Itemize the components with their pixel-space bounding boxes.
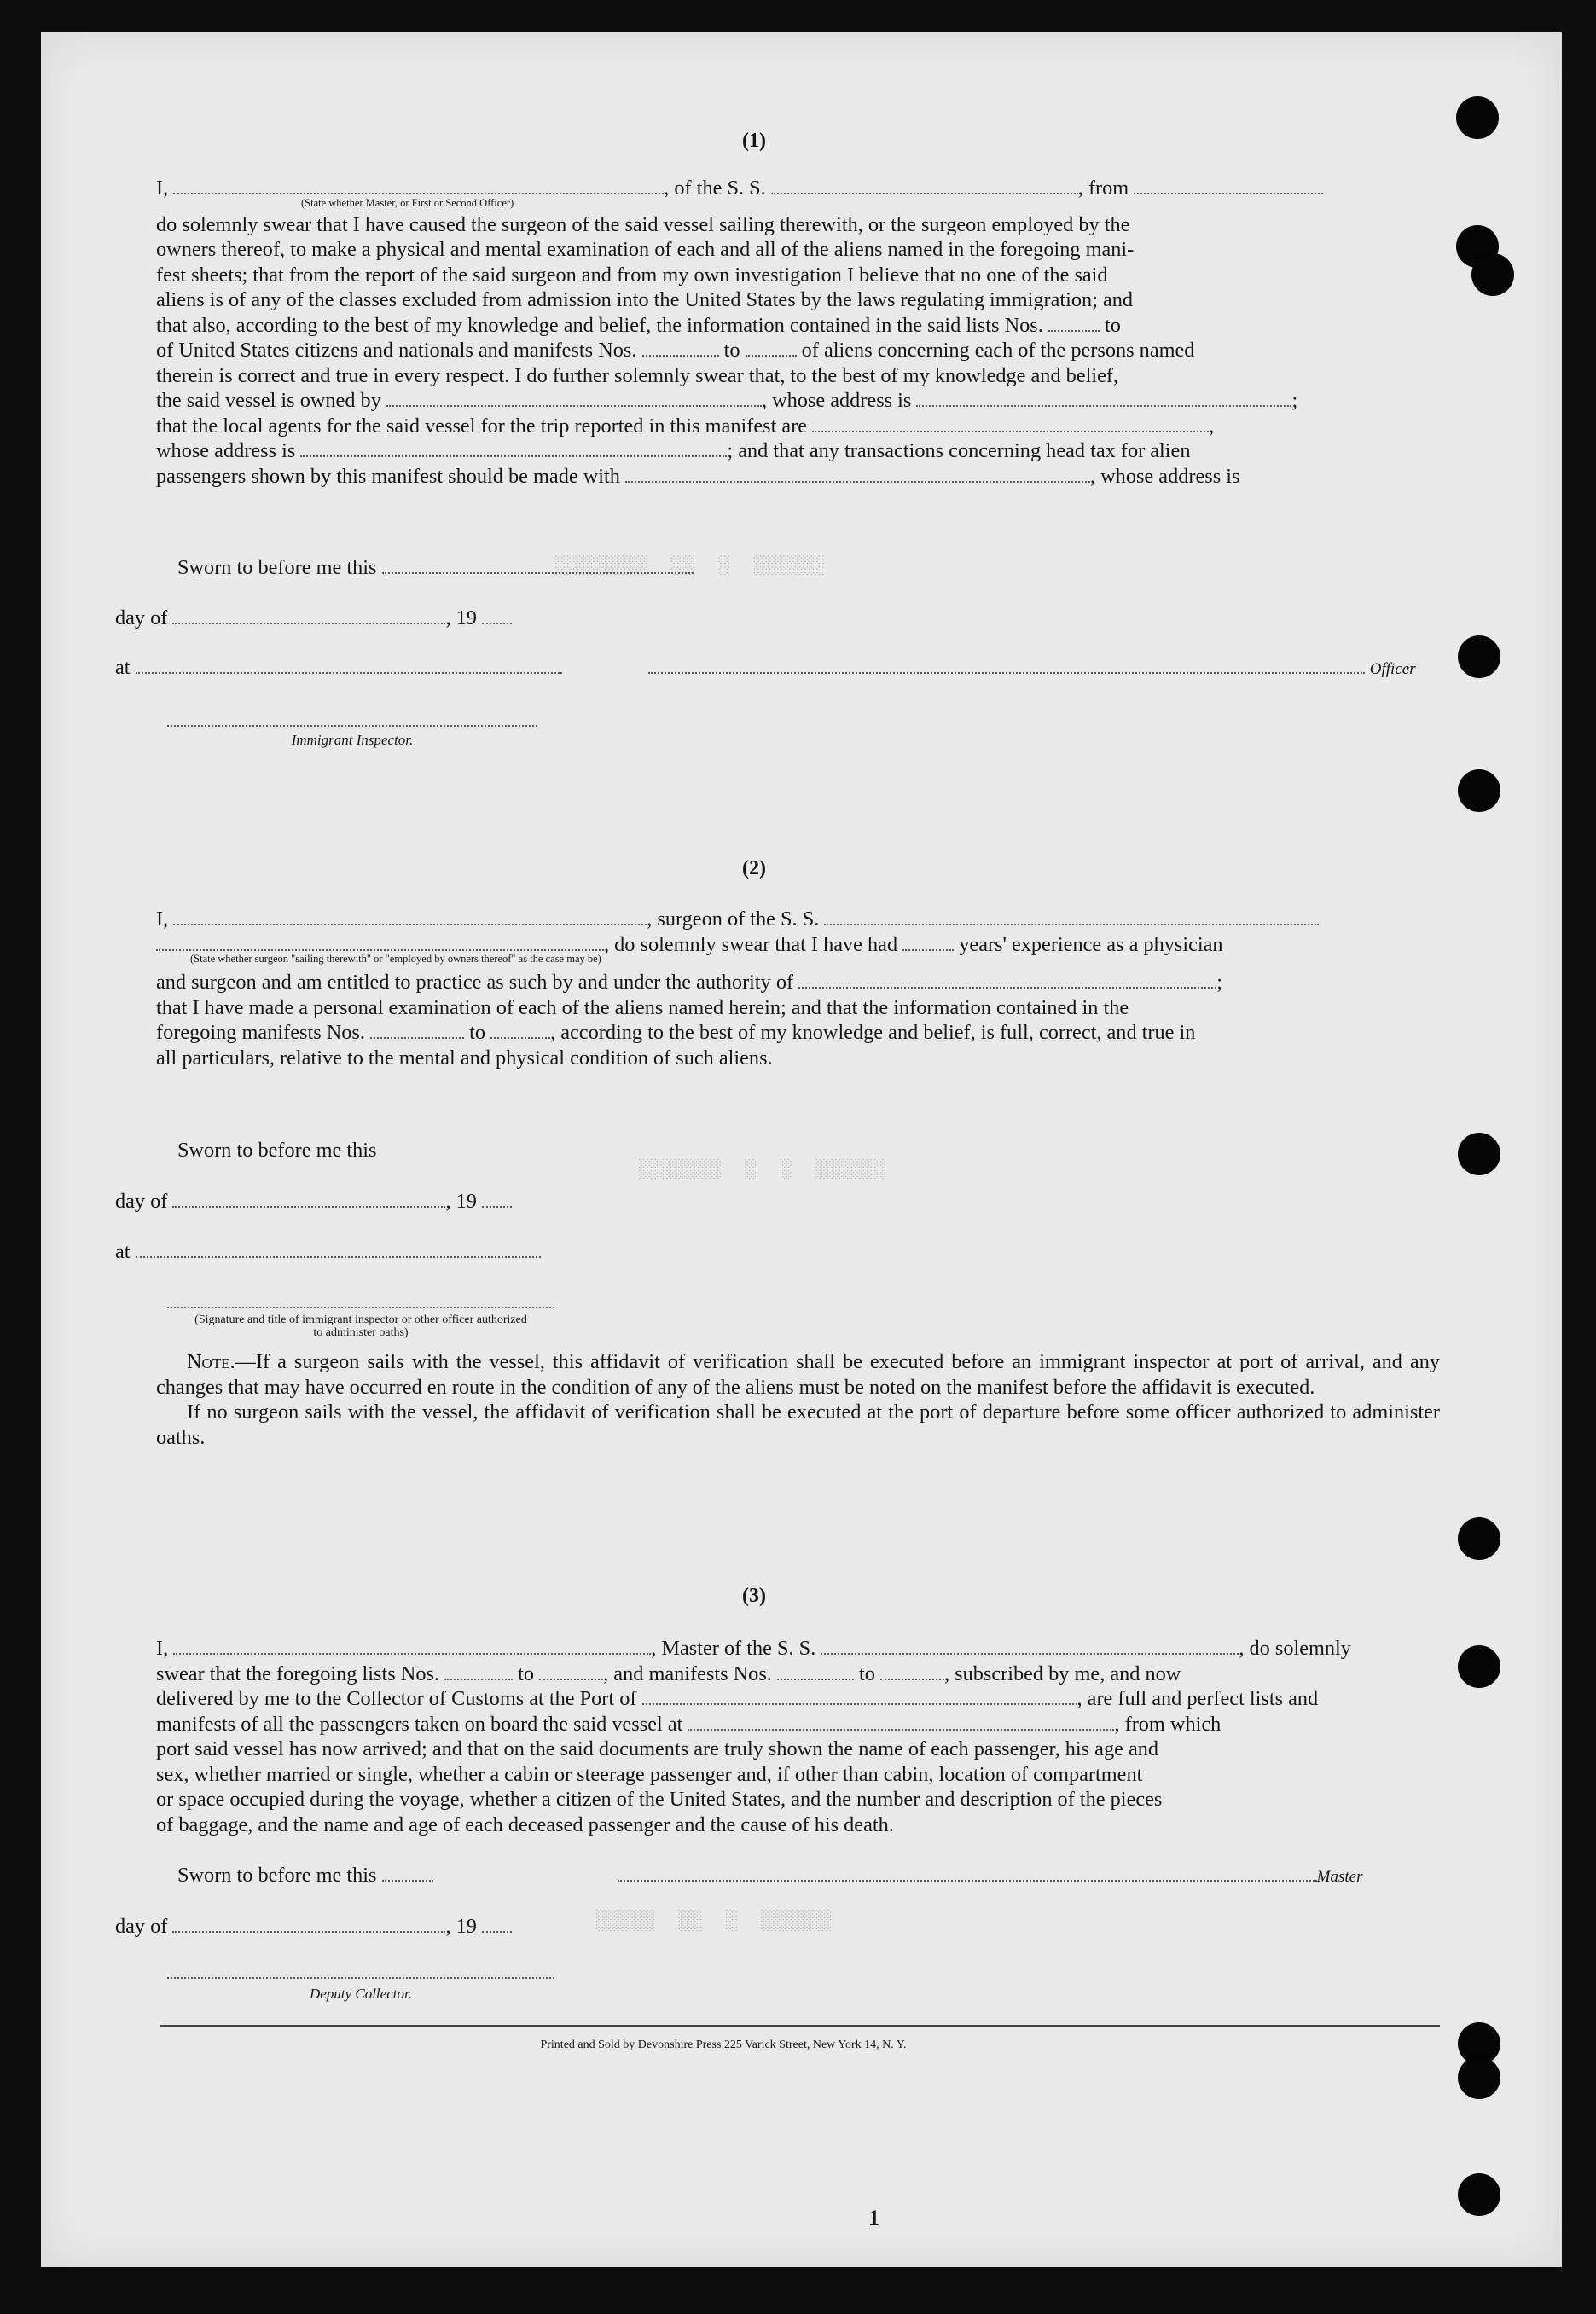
footer-rule [160,2025,1440,2027]
manifest-no-blank [777,1678,854,1680]
note-paragraph-1: —If a surgeon sails with the vessel, this affidavit of verification shall be executed before an immigrant inspector at port of arrival, and any changes that may have occurred en route in the condition of any of the aliens must be noted on the manifest before the affidavit is executed. [156,1350,1440,1399]
a3-day-line [115,1914,1399,1940]
a1-body-line: that also, according to the best of my knowledge and belief, the information contained in the said lists Nos. [156,313,1043,337]
master-signature-blank [618,1879,1317,1882]
year-blank [482,622,512,624]
manifest-no-blank [642,354,719,357]
a1-of-ss: , of the S. S. [664,177,766,200]
note-paragraph-2: If no surgeon sails with the vessel, the affidavit of verification shall be executed at the port of departure before some officer authorized to administer oaths. [156,1401,1440,1449]
inspector-signature-line [167,1307,554,1308]
manifest-page [41,32,1562,2267]
a2-i: I, [156,908,169,931]
surgeon-name-blank [173,923,647,925]
a3-master: Master [1316,1868,1363,1886]
a1-i: I, [156,177,169,200]
deputy-collector-caption: Deputy Collector. [310,1986,412,2002]
punch-hole [1458,1517,1500,1560]
manifest-no-blank [746,354,797,357]
surgeon-note: (State whether surgeon "sailing therewith" or "employed by owners thereof" as the case may be) [190,953,601,965]
a3-sworn-line [139,1863,1453,1890]
sworn-day-blank [382,571,694,574]
day-blank [172,1205,445,1208]
affidavit1-heading: (1) [742,130,766,152]
a3-to: to [518,1662,535,1685]
punch-hole [1458,1645,1500,1688]
manifest-no-blank [490,1036,550,1039]
year-blank [482,1205,512,1208]
a1-body-line: whose address is [156,439,296,462]
a3-day-of: day of [115,1915,168,1938]
punch-hole [1458,1133,1500,1175]
punch-hole [1458,2056,1500,2099]
agents-blank [812,430,1209,432]
punch-hole [1458,635,1500,678]
a3-year: , 19 [445,1915,477,1938]
a3-body-line: , from which [1114,1712,1222,1736]
a1-body-line: do solemnly swear that I have caused the surgeon of the said vessel sailing therewith, or the surgeon employed by the [156,212,1130,236]
a1-body-line: fest sheets; that from the report of the said surgeon and from my own investigation I believe that no one of the said [156,263,1108,287]
a1-body-line: of United States citizens and nationals and manifests Nos. [156,339,637,362]
a1-body-line: aliens is of any of the classes excluded from admission into the United States by the laws regulating immigration; and [156,288,1134,311]
note-label: Note. [187,1350,235,1373]
agents-address-blank [300,455,727,457]
a2-at-line [115,1239,1399,1265]
a1-sworn-line [139,555,1423,581]
day-blank [172,1930,445,1933]
a1-day-of: day of [115,606,168,629]
a2-year: , 19 [445,1190,477,1213]
note-block [156,1349,1440,1450]
authority-blank [798,986,1216,989]
a3-body-line: swear that the foregoing lists Nos. [156,1662,439,1685]
manifest-no-blank [370,1036,464,1039]
a3-body-line: or space occupied during the voyage, whether a citizen of the United States, and the number and description of the pieces [156,1788,1163,1811]
a2-body-line: and surgeon and am entitled to practice as such by and under the authority of [156,971,794,994]
a2-body-line: foregoing manifests Nos. [156,1021,365,1044]
a1-sworn: Sworn to before me this [177,556,377,579]
affidavit3-heading: (3) [742,1585,766,1607]
a1-body-line: the said vessel is owned by [156,389,381,412]
a1-year: , 19 [445,606,477,629]
sworn-day-blank [382,1879,433,1882]
from-port-blank [1134,192,1323,194]
officer-signature-blank [648,671,1365,674]
master-name-blank [173,192,664,194]
a3-solemnly: , do solemnly [1239,1637,1351,1660]
a1-body-line: ; [1291,389,1298,412]
a2-body-line: ; [1216,971,1222,994]
affidavit2-block [156,907,1440,1070]
a2-years: years' experience as a physician [959,932,1223,956]
immigrant-inspector-caption: Immigrant Inspector. [291,732,414,748]
a2-at: at [115,1240,131,1263]
day-blank [172,622,445,624]
a1-body-line: ; and that any transactions concerning head tax for alien [727,439,1191,462]
a1-to: to [1104,313,1121,337]
a2-day-line [115,1189,1399,1215]
a1-body-line: of aliens concerning each of the persons named [801,339,1195,362]
bleed-through-text: ░░░░░░ ░ ░ ░░░░░░░ [638,1158,885,1180]
a1-day-line [115,606,1399,631]
punch-hole [1471,253,1514,296]
a1-body-line: that the local agents for the said vessel for the trip reported in this manifest are [156,414,808,438]
punch-hole [1458,769,1500,812]
a1-officer: Officer [1369,660,1416,678]
a2-body-line: that I have made a personal examination of each of the aliens named herein; and that the information contained in the [156,995,1129,1019]
a2-solemnly: , do solemnly swear that I have had [604,932,898,956]
printer-imprint: Printed and Sold by Devonshire Press 225 Varick Street, New York 14, N. Y. [540,2039,907,2051]
departure-port-blank [688,1728,1114,1731]
at-blank [136,1256,541,1258]
a1-at-line [115,655,1446,682]
a1-at: at [115,656,131,679]
list-no-blank [1048,329,1100,332]
a3-master-of-ss: , Master of the S. S. [651,1637,816,1660]
vessel-name-blank [821,1652,1239,1655]
a1-to: to [723,339,740,362]
a1-body-line: therein is correct and true in every respect. I do further solemnly swear that, to the best of my knowledge and belief, [156,363,1119,387]
a3-body-line: , are full and perfect lists and [1077,1687,1319,1710]
officer-note: (State whether Master, or First or Second Officer) [301,196,514,209]
a1-body-line: owners thereof, to make a physical and mental examination of each and all of the aliens named in the foregoing mani- [156,238,1135,261]
a2-to: to [469,1021,486,1044]
owner-address-blank [916,404,1291,407]
a1-body-line: , whose address is [1089,464,1240,488]
punch-hole [1456,96,1499,139]
years-blank [902,948,954,951]
bleed-through-text: ░░░░░░ ░ ░░ ░░░░░░░░ [553,553,824,575]
a3-body-line: , and manifests Nos. [603,1662,772,1685]
a1-body-line: , [1209,414,1215,438]
port-blank [642,1702,1077,1705]
a1-body-line: passengers shown by this manifest should be made with [156,464,620,488]
surgeon-status-blank [156,948,604,951]
affidavit2-heading: (2) [742,857,766,879]
master-name-blank [173,1652,651,1655]
head-tax-blank [625,480,1090,483]
at-blank [136,671,562,674]
a2-day-of: day of [115,1190,168,1213]
a3-body-line: of baggage, and the name and age of each deceased passenger and the cause of his death. [156,1812,894,1836]
list-no-blank [444,1678,513,1680]
list-no-blank [539,1678,603,1680]
punch-hole [1458,2173,1500,2216]
inspector-signature-caption: (Signature and title of immigrant inspector or other officer authorized to administer oaths) [194,1314,527,1339]
a3-body-line: delivered by me to the Collector of Customs at the Port of [156,1687,637,1710]
vessel-name-blank [771,192,1078,194]
a3-body-line: manifests of all the passengers taken on board the said vessel at [156,1712,683,1736]
a1-body-line: , whose address is [761,389,912,412]
vessel-name-blank [824,923,1319,925]
a2-body-line: all particulars, relative to the mental and physical condition of such aliens. [156,1046,773,1070]
a3-body-line: port said vessel has now arrived; and that on the said documents are truly shown the name of each passenger, his age and [156,1737,1159,1760]
deputy-collector-signature-line [167,1977,554,1979]
manifest-no-blank [880,1678,944,1680]
a3-body-line: sex, whether married or single, whether a cabin or steerage passenger and, if other than cabin, location of compartment [156,1762,1143,1786]
year-blank [482,1930,512,1933]
owner-blank [386,404,762,407]
a2-surgeon-of-ss: , surgeon of the S. S. [647,908,820,931]
affidavit3-block [156,1636,1440,1837]
a3-body-line: , subscribed by me, and now [944,1662,1181,1685]
a3-sworn: Sworn to before me this [177,1864,377,1887]
a2-sworn-line [139,1138,1423,1163]
a1-from: , from [1077,177,1129,200]
page-number: 1 [868,2206,879,2230]
immigrant-inspector-signature-line [167,725,537,727]
bleed-through-text: ░░░░░░ ░ ░░ ░░░░░ [595,1909,832,1931]
a2-sworn: Sworn to before me this [177,1139,377,1162]
a2-body-line: , according to the best of my knowledge and belief, is full, correct, and true in [550,1021,1196,1044]
a3-i: I, [156,1637,169,1660]
a3-to: to [859,1662,875,1685]
affidavit1-block [156,176,1440,489]
